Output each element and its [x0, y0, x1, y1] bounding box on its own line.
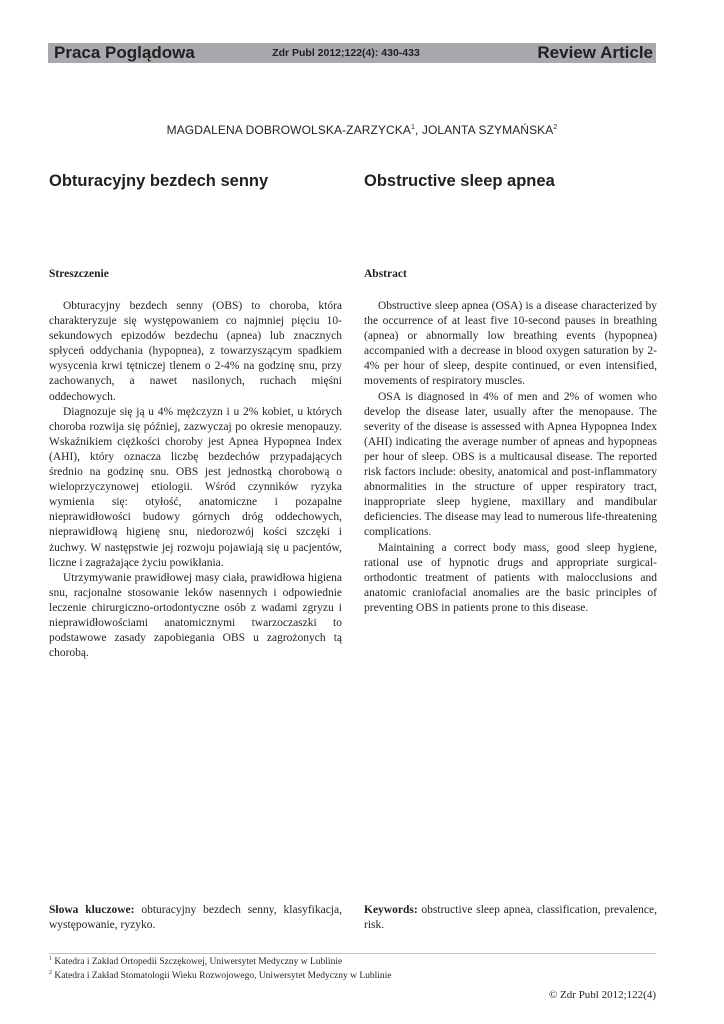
keywords-pl — [49, 903, 342, 933]
abstract-paragraph: Obturacyjny bezdech senny (OBS) to choroba, która charakteryzuje się występowaniem co najmniej pięciu 10-sekundowych epizodów bezdechu (apnea) lub znacznych spłyceń oddychania (hypopnea), z towarzyszącym spadkiem wysycenia krwi tętniczej tlenem o 2-4% na godzinę snu, przy zachowanych, a nawet nasilonych, ruchach mięśni oddechowych. — [49, 300, 342, 403]
abstract-body-pl — [49, 299, 342, 661]
keywords-label: Keywords: — [364, 904, 418, 916]
footnote — [49, 956, 392, 970]
abstract-heading-en: Abstract — [364, 268, 407, 280]
article-category-en: Review Article — [537, 43, 653, 62]
journal-header-bar — [48, 43, 656, 63]
title-polish: Obturacyjny bezdech senny — [49, 172, 269, 190]
footnote-text: Katedra i Zakład Ortopedii Szczękowej, Uniwersytet Medyczny w Lublinie — [52, 957, 343, 967]
abstract-paragraph: Obstructive sleep apnea (OSA) is a disease characterized by the occurrence of at least five 10-second pauses in breathing (apnea) or abnormally low breathing events (hypopnea) accompanied with a decrease in blood oxygen saturation by 2-4% per hour of sleep, despite continued, or even intensified, movements of respiratory muscles. — [364, 300, 657, 388]
abstract-body-en — [364, 299, 657, 616]
footnote-divider — [49, 953, 656, 954]
title-english: Obstructive sleep apnea — [364, 172, 555, 190]
keywords-text: obturacyjny bezdech senny, klasyfikacja, występowanie, ryzyko. — [49, 904, 342, 932]
author-list — [0, 123, 724, 137]
abstract-paragraph: Maintaining a correct body mass, good sleep hygiene, rational use of hypnotic drugs and appropriate surgical-orthodontic treatment of patients with malocclusions and anatomic craniofacial anomalies are the basic principles of preventing OBS in patients prone to this disease. — [364, 541, 657, 614]
author-separator: , — [415, 123, 422, 137]
footnote-mark: 1 — [49, 955, 52, 962]
abstract-paragraph: Diagnozuje się ją u 4% mężczyzn i u 2% kobiet, u których choroba rozwija się później, zazwyczaj po okresie menopauzy. Wskaźnikiem ciężkości choroby jest Apnea Hypopnea Index (AHI), który oznacza liczbę bezdechów przypadających średnio na godzinę snu. OBS jest jednostką chorobową o wieloprzyczynowej etiologii. Wśród czynników ryzyka wymienia się: otyłość, anatomiczne i pozapalne nieprawidłowości budowy górnych dróg oddechowych, nieprawidłową higienę snu, niedorozwój kości szczęki i żuchwy. W następstwie jej rozwoju pojawiają się u pacjentów, liczne i zagrażające życiu powikłania. — [49, 405, 342, 569]
copyright-notice: © Zdr Publ 2012;122(4) — [548, 989, 656, 1001]
keywords-label: Słowa kluczowe: — [49, 904, 135, 916]
footnote-text: Katedra i Zakład Stomatologii Wieku Rozwojowego, Uniwersytet Medyczny w Lublinie — [52, 970, 392, 981]
footnote — [49, 970, 392, 984]
keywords-text: obstructive sleep apnea, classification, prevalence, risk. — [364, 904, 657, 932]
journal-citation: Zdr Publ 2012;122(4): 430-433 — [272, 47, 420, 59]
abstract-paragraph: OSA is diagnosed in 4% of men and 2% of women who develop the disease later, usually after the menopause. The severity of the disease is assessed with Apnea Hypopnea Index (AHI) indicating the average number of apneas and hypopneas per hour of sleep. OBS is a multicausal disease. The reported risk factors include: obesity, anatomical and post-inflammatory abnormalities in the structure of upper respiratory tract, inappropriate sleep hygiene, maxillary and mandibular deficiencies. The disease may lead to numerous life-threatening complications. — [364, 390, 657, 539]
footnote-mark: 2 — [49, 969, 52, 976]
affiliation-mark: 1 — [411, 124, 415, 131]
keywords-en — [364, 903, 657, 933]
affiliation-mark: 2 — [553, 124, 558, 131]
author-name: JOLANTA SZYMAŃSKA — [421, 123, 554, 137]
abstract-heading-pl: Streszczenie — [49, 268, 109, 280]
author-name: MAGDALENA DOBROWOLSKA-ZARZYCKA — [166, 123, 411, 137]
article-category-pl: Praca Poglądowa — [54, 43, 195, 62]
abstract-paragraph: Utrzymywanie prawidłowej masy ciała, prawidłowa higiena snu, racjonalne stosowanie leków nasennych i odpowiednie leczenie chirurgiczno-ortodontyczne osób z wadami zgryzu i nieprawidłowościami anatomicznymi twarzoczaszki to podstawowe zasady zapobiegania OBS u zagrożonych tą chorobą. — [49, 571, 342, 660]
affiliation-footnotes — [49, 956, 392, 983]
